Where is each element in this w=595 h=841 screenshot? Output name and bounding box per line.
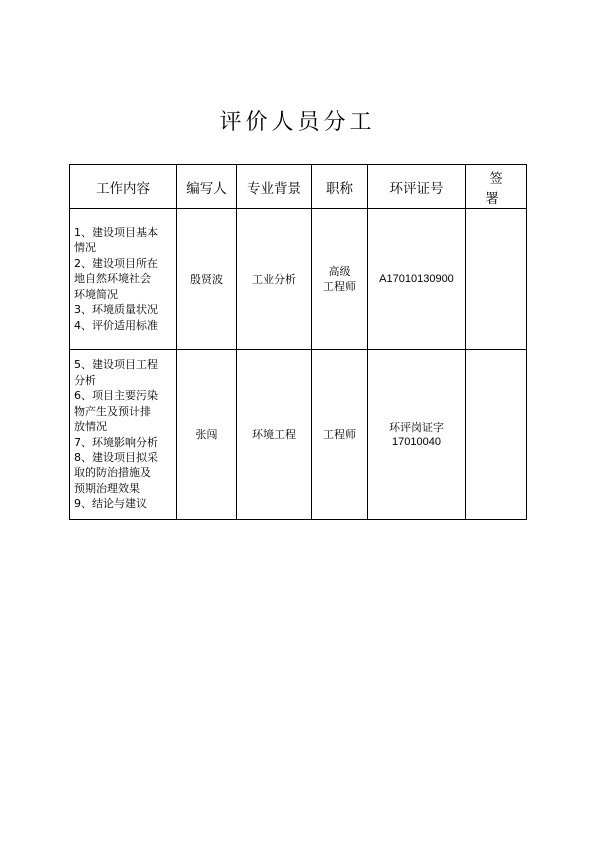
work-content-line: 情况 (74, 241, 96, 255)
cert-line: A17010130900 (379, 272, 454, 285)
title-cell (312, 209, 368, 350)
work-content-line: 3、环境质量状况 (74, 303, 158, 317)
signature-cell (466, 209, 527, 350)
author-cell: 张闯 (177, 350, 237, 520)
table-row (70, 209, 527, 350)
work-content-line: 9、结论与建议 (74, 497, 147, 511)
work-content-line: 取的防治措施及 (74, 466, 151, 480)
header-author: 编写人 (177, 165, 237, 209)
page-title: 评价人员分工 (219, 110, 376, 135)
header-signature: 签 署 (466, 165, 527, 209)
table-row (70, 350, 527, 520)
author-cell: 殷贤波 (177, 209, 237, 350)
header-background: 专业背景 (237, 165, 312, 209)
work-content-line: 4、评价适用标准 (74, 318, 158, 332)
cert-cell (368, 209, 466, 350)
work-content-line: 物产生及预计排 (74, 404, 151, 418)
cert-line: 17010040 (392, 435, 441, 448)
work-content-line: 放情况 (74, 420, 107, 434)
staff-assignment-table (69, 164, 527, 520)
cert-line: 环评岗证字 (389, 420, 444, 434)
title-cell (312, 350, 368, 520)
title-line: 工程师 (323, 428, 356, 441)
work-content-line: 8、建设项目拟采 (74, 450, 158, 464)
work-content-line: 地自然环境社会 (74, 272, 151, 286)
work-content-line: 7、环境影响分析 (74, 435, 158, 449)
background-cell: 环境工程 (237, 350, 312, 520)
work-content-line: 分析 (74, 373, 96, 387)
header-cert: 环评证号 (368, 165, 466, 209)
work-content-cell (70, 209, 177, 350)
cert-cell (368, 350, 466, 520)
work-content-line: 6、项目主要污染 (74, 389, 158, 403)
work-content-line: 1、建设项目基本 (74, 226, 158, 240)
background-cell: 工业分析 (237, 209, 312, 350)
work-content-cell (70, 350, 177, 520)
work-content-line: 5、建设项目工程 (74, 358, 158, 372)
work-content-line: 2、建设项目所在 (74, 256, 158, 270)
signature-cell (466, 350, 527, 520)
title-line: 工程师 (323, 280, 356, 293)
work-content-line: 环境简况 (74, 287, 118, 301)
header-title: 职称 (312, 165, 368, 209)
title-line: 高级 (328, 265, 351, 278)
work-content-line: 预期治理效果 (74, 481, 140, 495)
table-header-row (70, 165, 527, 209)
header-work-content: 工作内容 (70, 165, 177, 209)
